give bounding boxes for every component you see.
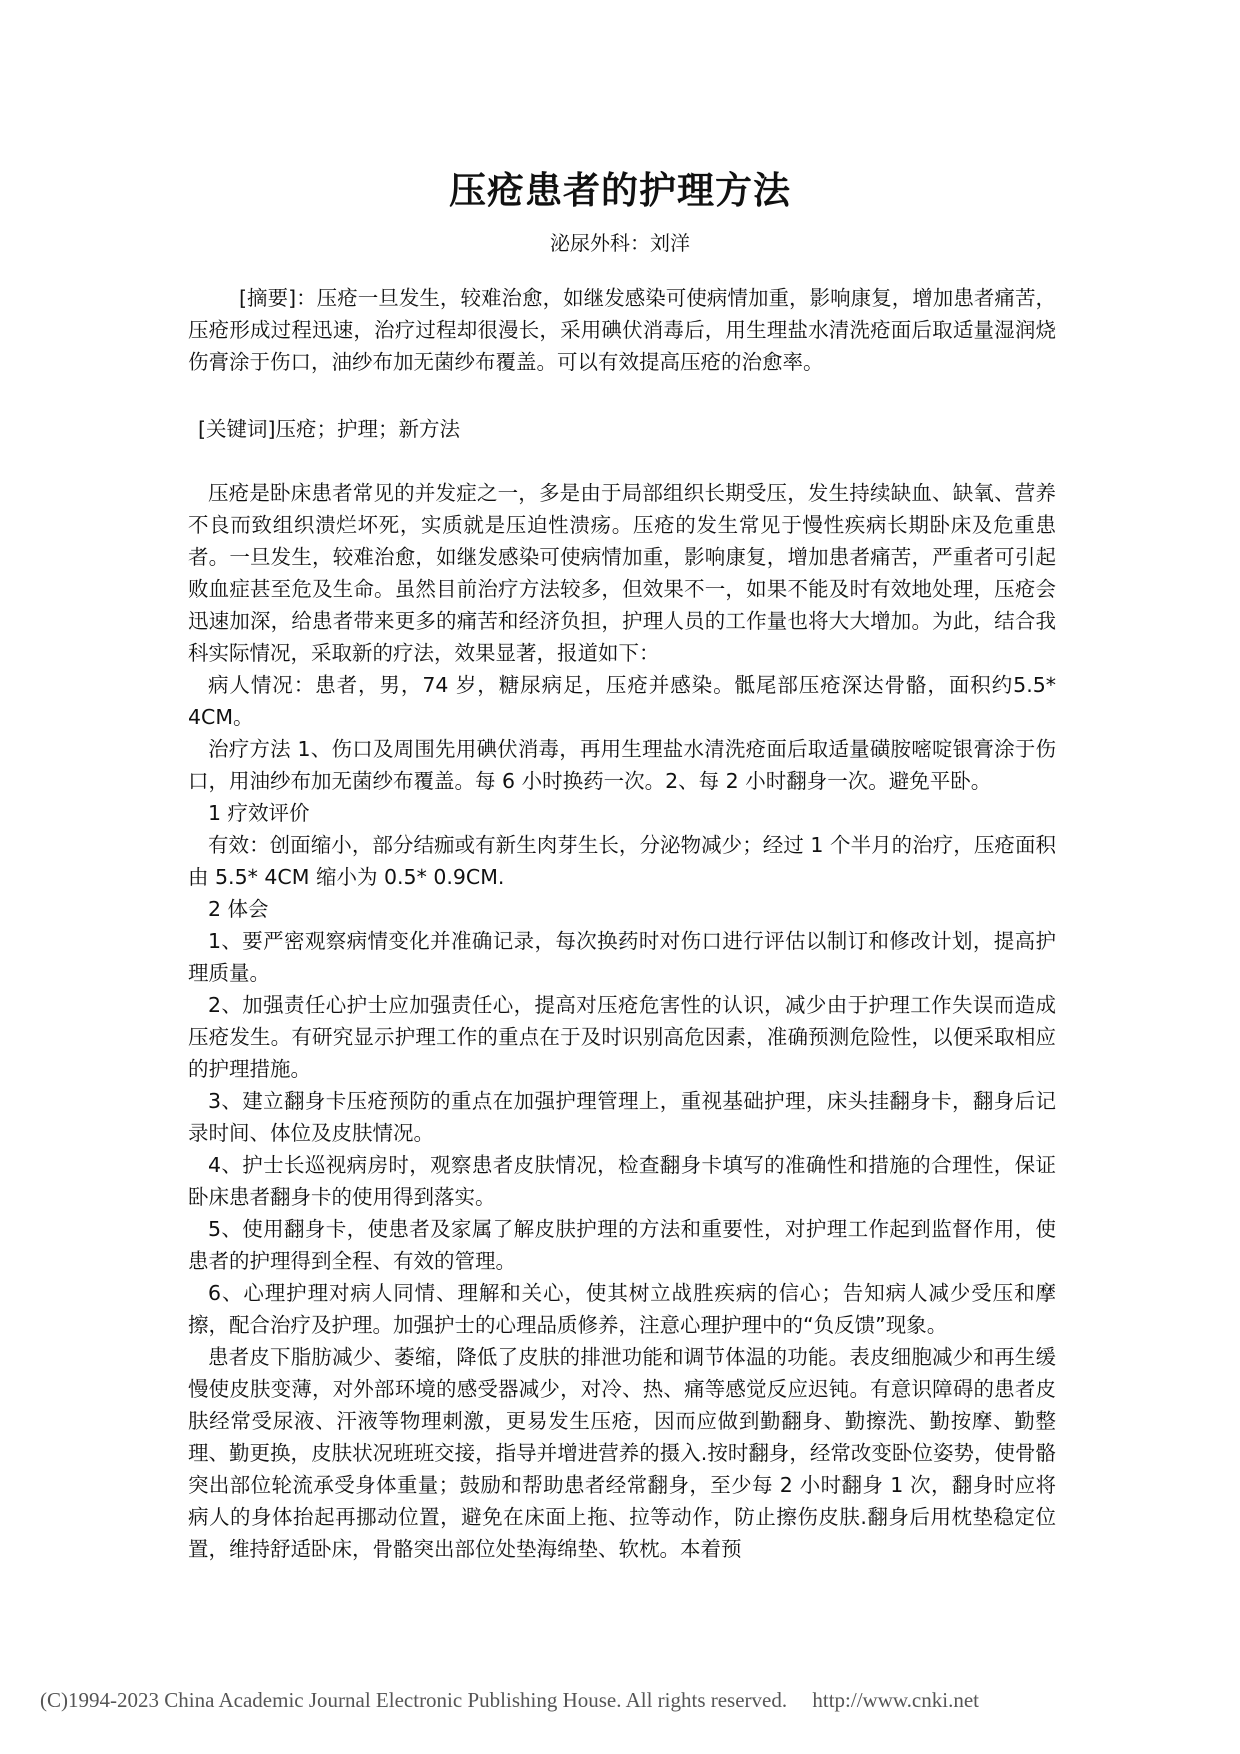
article-body (188, 477, 1056, 1565)
copyright-text: (C)1994-2023 China Academic Journal Electronic Publishing House. All rights reserved. (40, 1688, 788, 1712)
author-line: 泌尿外科：刘洋 (550, 231, 690, 255)
copyright-footer (40, 1688, 979, 1713)
abstract: [摘要]：压疮一旦发生，较难治愈，如继发感染可使病情加重，影响康复，增加患者痛苦，压疮形成过程迅速，治疗过程却很漫长，采用碘伏消毒后，用生理盐水清洗疮面后取适量湿润烧伤膏涂于伤口，油纱布加无菌纱布覆盖。可以有效提高压疮的治愈率。 (188, 286, 1056, 374)
body-paragraph: 3、建立翻身卡压疮预防的重点在加强护理管理上，重视基础护理，床头挂翻身卡，翻身后记录时间、体位及皮肤情况。 (188, 1089, 1056, 1145)
body-paragraph: 1、要严密观察病情变化并准确记录，每次换药时对伤口进行评估以制订和修改计划，提高护理质量。 (188, 929, 1056, 985)
cnki-link[interactable]: http://www.cnki.net (812, 1688, 979, 1712)
body-paragraph: 4、护士长巡视病房时，观察患者皮肤情况，检查翻身卡填写的准确性和措施的合理性，保证卧床患者翻身卡的使用得到落实。 (188, 1153, 1056, 1209)
body-paragraph: 2、加强责任心护士应加强责任心，提高对压疮危害性的认识，减少由于护理工作失误而造成压疮发生。有研究显示护理工作的重点在于及时识别高危因素，准确预测危险性，以便采取相应的护理措施。 (188, 993, 1056, 1081)
article-title: 压疮患者的护理方法 (449, 169, 791, 212)
body-paragraph: 患者皮下脂肪减少、萎缩，降低了皮肤的排泄功能和调节体温的功能。表皮细胞减少和再生缓慢使皮肤变薄，对外部环境的感受器减少，对冷、热、痛等感觉反应迟钝。有意识障碍的患者皮肤经常受尿液、汗液等物理刺激，更易发生压疮，因而应做到勤翻身、勤擦洗、勤按摩、勤整理、勤更换，皮肤状况班班交接，指导并增进营养的摄入.按时翻身，经常改变卧位姿势，使骨骼突出部位轮流承受身体重量；鼓励和帮助患者经常翻身，至少每 2 小时翻身 1 次，翻身时应将病人的身体抬起再挪动位置，避免在床面上拖、拉等动作，防止擦伤皮肤.翻身后用枕垫稳定位置，维持舒适卧床，骨骼突出部位处垫海绵垫、软枕。本着预 (188, 1345, 1056, 1561)
body-paragraph: 有效：创面缩小，部分结痂或有新生肉芽生长，分泌物减少；经过 1 个半月的治疗，压疮面积由 5.5* 4CM 缩小为 0.5* 0.9CM. (188, 833, 1056, 889)
body-paragraph: 病人情况：患者，男，74 岁，糖尿病足，压疮并感染。骶尾部压疮深达骨骼，面积约5.5* 4CM。 (188, 673, 1056, 729)
keywords: [关键词]压疮；护理；新方法 (198, 417, 460, 441)
body-paragraph: 压疮是卧床患者常见的并发症之一，多是由于局部组织长期受压，发生持续缺血、缺氧、营养不良而致组织溃烂坏死，实质就是压迫性溃疡。压疮的发生常见于慢性疾病长期卧床及危重患者。一旦发生，较难治愈，如继发感染可使病情加重，影响康复，增加患者痛苦，严重者可引起败血症甚至危及生命。虽然目前治疗方法较多，但效果不一，如果不能及时有效地处理，压疮会迅速加深，给患者带来更多的痛苦和经济负担，护理人员的工作量也将大大增加。为此，结合我科实际情况，采取新的疗法，效果显著，报道如下： (188, 481, 1056, 665)
body-paragraph: 6、心理护理对病人同情、理解和关心，使其树立战胜疾病的信心；告知病人减少受压和摩擦，配合治疗及护理。加强护士的心理品质修养，注意心理护理中的“负反馈”现象。 (188, 1281, 1056, 1337)
body-paragraph: 5、使用翻身卡，使患者及家属了解皮肤护理的方法和重要性，对护理工作起到监督作用，使患者的护理得到全程、有效的管理。 (188, 1217, 1056, 1273)
body-paragraph: 治疗方法 1、伤口及周围先用碘伏消毒，再用生理盐水清洗疮面后取适量磺胺嘧啶银膏涂于伤口，用油纱布加无菌纱布覆盖。每 6 小时换药一次。2、每 2 小时翻身一次。避免平卧。 (188, 737, 1056, 793)
section-heading: 1 疗效评价 (208, 801, 310, 825)
section-heading: 2 体会 (208, 897, 269, 921)
